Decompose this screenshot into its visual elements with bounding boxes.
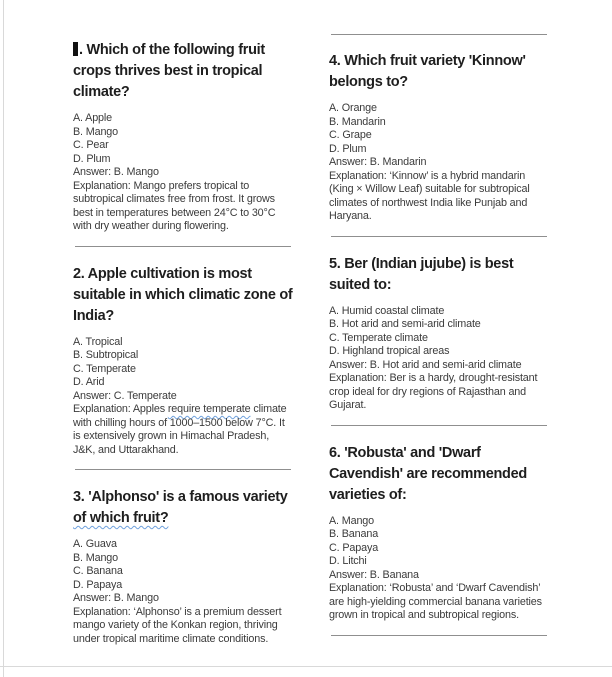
- document-columns: [73, 0, 549, 653]
- question-block: [329, 254, 549, 426]
- explanation-pre-text: Explanation: ‘Alphonso’ is a premium dessert mango variety of the Konkan region, thriving under tropical maritime climate conditions.: [73, 605, 282, 645]
- answer-line: Answer: B. Mango: [73, 592, 159, 604]
- option-line: C. Temperate climate: [329, 331, 428, 344]
- options-list: [73, 112, 293, 166]
- question-heading: [73, 40, 293, 103]
- option-line: C. Papaya: [329, 541, 379, 554]
- explanation-text: [73, 606, 293, 647]
- question-heading: [329, 443, 549, 506]
- question-body: [329, 102, 549, 224]
- answer-line: Answer: C. Temperate: [73, 389, 177, 402]
- explanation-pre-text: Explanation: Mango prefers tropical to subtropical climates free from frost. It grows best in temperatures between 24°C to 30°C with dry weather during flowering.: [73, 179, 276, 232]
- question-body: [73, 538, 293, 646]
- option-line: C. Banana: [73, 565, 123, 577]
- option-line: D. Papaya: [73, 578, 123, 591]
- option-line: A. Mango: [329, 514, 375, 527]
- explanation-text: [329, 170, 549, 224]
- question-block: [73, 264, 293, 471]
- option-line: C. Grape: [329, 129, 372, 141]
- explanation-text: [73, 180, 293, 234]
- question-heading: [329, 51, 549, 93]
- question-heading-text: 4. Which fruit variety 'Kinnow' belongs to?: [329, 53, 526, 90]
- explanation-text: [73, 403, 293, 457]
- options-list: [73, 538, 293, 592]
- question-separator-line: [331, 425, 547, 426]
- option-line: B. Banana: [329, 528, 379, 540]
- option-line: A. Orange: [329, 102, 377, 114]
- question-heading: [73, 264, 293, 327]
- option-line: B. Mango: [73, 125, 119, 138]
- explanation-text: [329, 582, 549, 623]
- question-heading: [329, 254, 549, 296]
- question-body: [329, 515, 549, 623]
- text-cursor: [73, 42, 78, 56]
- question-block: [73, 487, 293, 646]
- answer-line: Answer: B. Mango: [73, 166, 159, 178]
- option-line: C. Temperate: [73, 362, 136, 375]
- question-heading: [73, 487, 293, 529]
- question-body: [329, 305, 549, 413]
- explanation-pre-text: Explanation: ‘Kinnow’ is a hybrid mandarin (King × Willow Leaf) suitable for subtropical climates of northwest India like Punjab and Haryana.: [329, 169, 530, 222]
- explanation-post-text: climate with chilling hours of 1000–1500 below 7°C. It is extensively grown in Himachal Pradesh, J&K, and Uttarakhand.: [73, 403, 287, 456]
- question-separator-line: [331, 635, 547, 636]
- option-line: D. Litchi: [329, 555, 367, 567]
- question-heading-text: 3. 'Alphonso' is a famous variety: [73, 489, 288, 505]
- option-line: A. Tropical: [73, 335, 123, 348]
- answer-line: Answer: B. Mandarin: [329, 156, 427, 168]
- option-line: D. Plum: [73, 152, 111, 165]
- explanation-pre-text: Explanation: Ber is a hardy, drought-resistant crop ideal for dry regions of Rajasthan and Gujarat.: [329, 372, 538, 411]
- options-list: [329, 102, 549, 156]
- question-body: [73, 336, 293, 458]
- question-heading-grammar-underlined-text: of which fruit?: [73, 510, 169, 526]
- explanation-pre-text: Explanation: ‘Robusta’ and ‘Dwarf Cavendish’ are high-yielding commercial banana varieties grown in tropical and subtropical regions.: [329, 582, 542, 621]
- page-bottom-edge-line: [0, 666, 612, 667]
- option-line: A. Humid coastal climate: [329, 304, 445, 317]
- question-block: [73, 40, 293, 247]
- option-line: A. Guava: [73, 538, 117, 550]
- column-right: [329, 0, 549, 653]
- options-list: [73, 336, 293, 390]
- answer-line: Answer: B. Hot arid and semi-arid climate: [329, 358, 522, 371]
- explanation-text: [329, 372, 549, 413]
- option-line: A. Apple: [73, 112, 113, 124]
- option-line: C. Pear: [73, 139, 109, 151]
- options-list: [329, 305, 549, 359]
- explanation-grammar-underlined-text: require temperate: [167, 403, 251, 415]
- question-separator-line: [75, 469, 291, 470]
- question-separator-line: [331, 236, 547, 237]
- question-separator-line: [75, 246, 291, 247]
- explanation-pre-text: Explanation: Apples: [73, 403, 168, 415]
- page-left-edge-line: [3, 0, 4, 677]
- option-line: B. Mandarin: [329, 115, 386, 128]
- column-left: [73, 0, 293, 653]
- question-heading-text: 2. Apple cultivation is most suitable in which climatic zone of India?: [73, 265, 293, 324]
- options-list: [329, 515, 549, 569]
- option-line: B. Subtropical: [73, 349, 139, 361]
- option-line: B. Hot arid and semi-arid climate: [329, 318, 481, 330]
- question-heading-text: . Which of the following fruit crops thrives best in tropical climate?: [73, 42, 265, 100]
- question-body: [73, 112, 293, 234]
- option-line: D. Arid: [73, 376, 105, 388]
- answer-line: Answer: B. Banana: [329, 568, 419, 581]
- question-heading-text: 5. Ber (Indian jujube) is best suited to:: [329, 255, 514, 293]
- option-line: B. Mango: [73, 551, 119, 564]
- question-heading-text: 6. 'Robusta' and 'Dwarf Cavendish' are recommended varieties of:: [329, 444, 527, 503]
- option-line: D. Plum: [329, 142, 367, 155]
- question-block: [329, 51, 549, 237]
- question-block: [329, 443, 549, 636]
- right-column-top-separator-line: [331, 34, 547, 35]
- option-line: D. Highland tropical areas: [329, 345, 450, 357]
